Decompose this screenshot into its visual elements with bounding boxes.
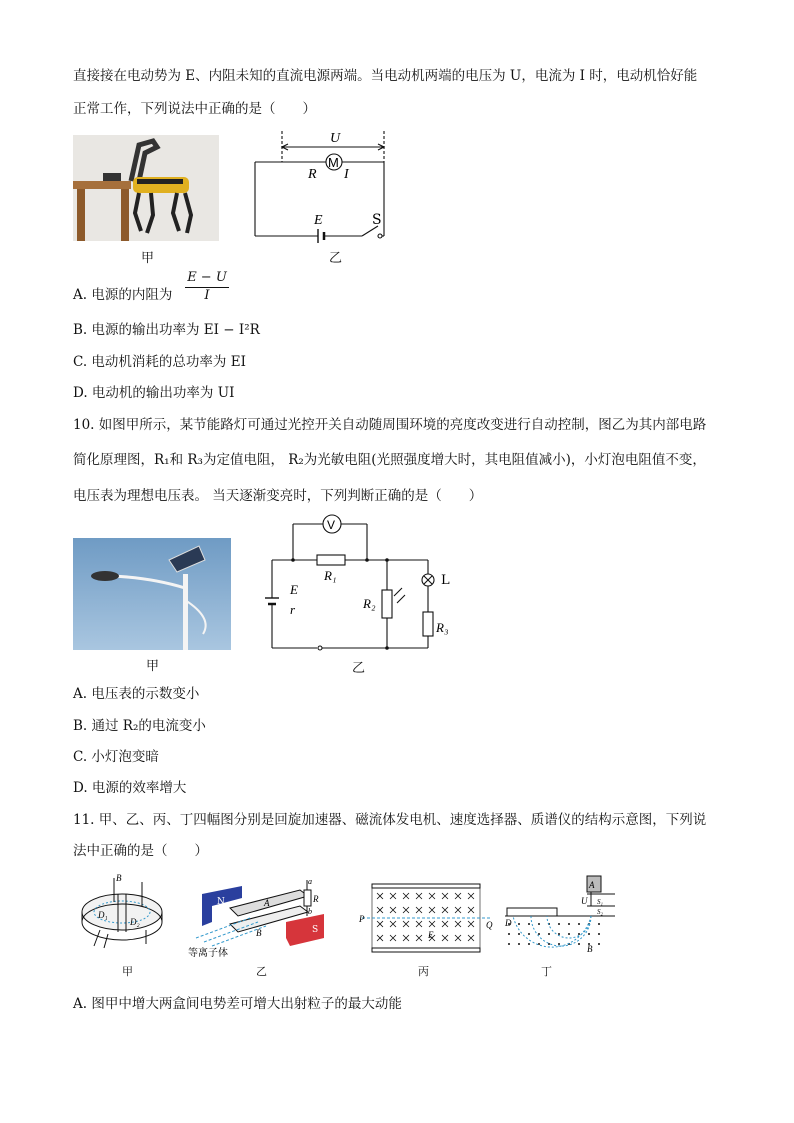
field-dot <box>538 923 540 925</box>
field-dot <box>598 923 600 925</box>
field-dot <box>528 943 530 945</box>
field-x-mark <box>442 921 448 927</box>
mhd-label-B: B <box>256 928 262 938</box>
q10-label-L: L <box>441 573 450 588</box>
spectrometer-label-D: D <box>505 918 512 928</box>
field-dot <box>538 933 540 935</box>
field-x-mark <box>468 893 474 899</box>
spectrometer-label-A: A <box>589 880 595 890</box>
q9-stem-line2: 正常工作，下列说法中正确的是（ ） <box>73 101 316 117</box>
field-x-mark <box>442 935 448 941</box>
mhd-generator-diagram <box>180 872 348 962</box>
field-dot <box>518 943 520 945</box>
spectrometer-label-B: B <box>587 944 593 954</box>
field-x-mark <box>455 893 461 899</box>
q10-label-E: E <box>290 582 298 597</box>
q10-stem-line3: 电压表为理想电压表。 当天逐渐变亮时，下列判断正确的是（ ） <box>73 488 483 504</box>
q9-label-I: I <box>344 167 349 182</box>
field-dot <box>548 933 550 935</box>
field-x-mark <box>403 907 409 913</box>
field-dot <box>588 933 590 935</box>
cyclotron-label-D2: D₂ <box>130 917 140 927</box>
field-x-mark <box>468 935 474 941</box>
field-x-mark <box>429 907 435 913</box>
q10-circuit-diagram <box>262 512 462 654</box>
field-x-mark <box>390 935 396 941</box>
q9-label-S: S <box>372 212 382 228</box>
field-x-mark <box>403 921 409 927</box>
robot-dog-photo <box>73 135 219 241</box>
field-x-mark <box>377 921 383 927</box>
field-dot <box>578 923 580 925</box>
mhd-label-S: S <box>312 925 319 935</box>
q9-option-d: D. 电动机的输出功率为 UI <box>73 385 235 401</box>
q11-fig-ding-label: 丁 <box>541 965 552 978</box>
field-x-mark <box>416 907 422 913</box>
field-dot <box>598 933 600 935</box>
q9-stem-line1: 直接接在电动势为 E、内阻未知的直流电源两端。当电动机两端的电压为 U，电流为 I 时，电动机恰好能 <box>73 68 698 84</box>
field-dot <box>528 923 530 925</box>
q10-stem-line2: 简化原理图，R₁和 R₃为定值电阻， R₂为光敏电阻(光照强度增大时，其电阻值减小)，小灯泡电阻值不变， <box>73 452 706 468</box>
field-x-mark <box>468 921 474 927</box>
field-dot <box>508 943 510 945</box>
q10-option-b: B. 通过 R₂的电流变小 <box>73 718 206 734</box>
field-dot <box>538 943 540 945</box>
field-x-mark <box>403 893 409 899</box>
q11-fig-jia-label: 甲 <box>122 965 133 978</box>
mhd-label-plasma: 等离子体 <box>188 948 228 959</box>
field-x-mark <box>390 893 396 899</box>
q10-option-d: D. 电源的效率增大 <box>73 780 187 796</box>
spectrometer-label-S1: S₁ <box>597 898 603 906</box>
q9-label-E: E <box>314 213 323 228</box>
cyclotron-diagram <box>76 872 168 958</box>
q10-fig-yi-label: 乙 <box>352 661 366 676</box>
field-dot <box>598 943 600 945</box>
q9-circuit-diagram <box>250 128 400 244</box>
field-x-mark <box>442 907 448 913</box>
field-x-mark <box>416 921 422 927</box>
q9-option-a-prefix: A. 电源的内阻为 <box>73 287 173 303</box>
field-x-mark <box>429 893 435 899</box>
field-x-mark <box>390 907 396 913</box>
q11-stem-line2: 法中正确的是（ ） <box>73 843 208 859</box>
q11-fig-yi-label: 乙 <box>256 965 267 978</box>
q9-option-c: C. 电动机消耗的总功率为 EI <box>73 354 246 370</box>
field-x-mark <box>429 921 435 927</box>
q10-label-R2: R₂ <box>363 596 376 611</box>
field-x-mark <box>416 935 422 941</box>
mhd-label-b: b <box>308 907 312 916</box>
mass-spectrometer-diagram <box>503 872 615 962</box>
field-x-mark <box>377 907 383 913</box>
field-dot <box>518 933 520 935</box>
q9-label-M: M <box>328 155 339 170</box>
q11-stem-line1: 11. 甲、乙、丙、丁四幅图分别是回旋加速器、磁流体发电机、速度选择器、质谱仪的结构示意图，下列说 <box>73 812 707 828</box>
field-x-mark <box>455 907 461 913</box>
selector-label-Q: Q <box>486 920 493 930</box>
q10-label-r: r <box>290 602 296 617</box>
field-dot <box>518 923 520 925</box>
field-x-mark <box>442 893 448 899</box>
fraction-denominator: I <box>204 288 210 303</box>
field-x-mark <box>390 921 396 927</box>
mhd-label-N: N <box>217 897 225 907</box>
field-x-mark <box>403 935 409 941</box>
mhd-label-a: a <box>308 877 312 886</box>
field-x-mark <box>416 893 422 899</box>
field-x-mark <box>377 893 383 899</box>
velocity-selector-diagram <box>356 878 496 958</box>
mhd-label-A: A <box>264 898 270 908</box>
field-x-mark <box>455 935 461 941</box>
selector-label-E: E <box>428 930 434 940</box>
field-x-mark <box>455 921 461 927</box>
field-dot <box>578 933 580 935</box>
cyclotron-label-B: B <box>116 873 122 883</box>
q9-fig-jia-label: 甲 <box>141 251 155 266</box>
spectrometer-label-U: U <box>581 896 588 906</box>
q11-option-a: A. 图甲中增大两盒间电势差可增大出射粒子的最大动能 <box>73 996 402 1012</box>
q11-fig-bing-label: 丙 <box>418 965 429 978</box>
field-dot <box>558 923 560 925</box>
q9-fig-yi-label: 乙 <box>329 251 343 266</box>
field-x-mark <box>377 935 383 941</box>
street-lamp-photo <box>73 538 231 650</box>
field-dot <box>528 933 530 935</box>
q9-option-b: B. 电源的输出功率为 EI − I²R <box>73 322 260 338</box>
q10-fig-jia-label: 甲 <box>146 659 160 674</box>
cyclotron-label-D1: D₁ <box>98 910 108 920</box>
q9-option-a <box>73 283 172 303</box>
selector-label-P: P <box>359 914 365 924</box>
q10-option-a: A. 电压表的示数变小 <box>73 686 200 702</box>
mhd-label-R: R <box>313 894 319 904</box>
q9-label-U: U <box>330 131 341 146</box>
field-dot <box>558 943 560 945</box>
q10-stem-line1: 10. 如图甲所示，某节能路灯可通过光控开关自动随周围环境的亮度改变进行自动控制，图乙为其内部电路 <box>73 417 707 433</box>
fraction-numerator: E − U <box>185 270 229 288</box>
q10-option-c: C. 小灯泡变暗 <box>73 749 159 765</box>
spectrometer-label-S2: S₂ <box>597 908 603 916</box>
q10-label-R1: R₁ <box>324 568 337 583</box>
field-dot <box>578 943 580 945</box>
q10-label-R3: R₃ <box>436 620 449 635</box>
field-x-mark <box>468 907 474 913</box>
field-dot <box>568 933 570 935</box>
q10-label-V: V <box>327 518 336 532</box>
field-dot <box>568 923 570 925</box>
field-dot <box>508 933 510 935</box>
q9-label-R: R <box>308 167 317 182</box>
q9-option-a-fraction <box>185 270 229 303</box>
